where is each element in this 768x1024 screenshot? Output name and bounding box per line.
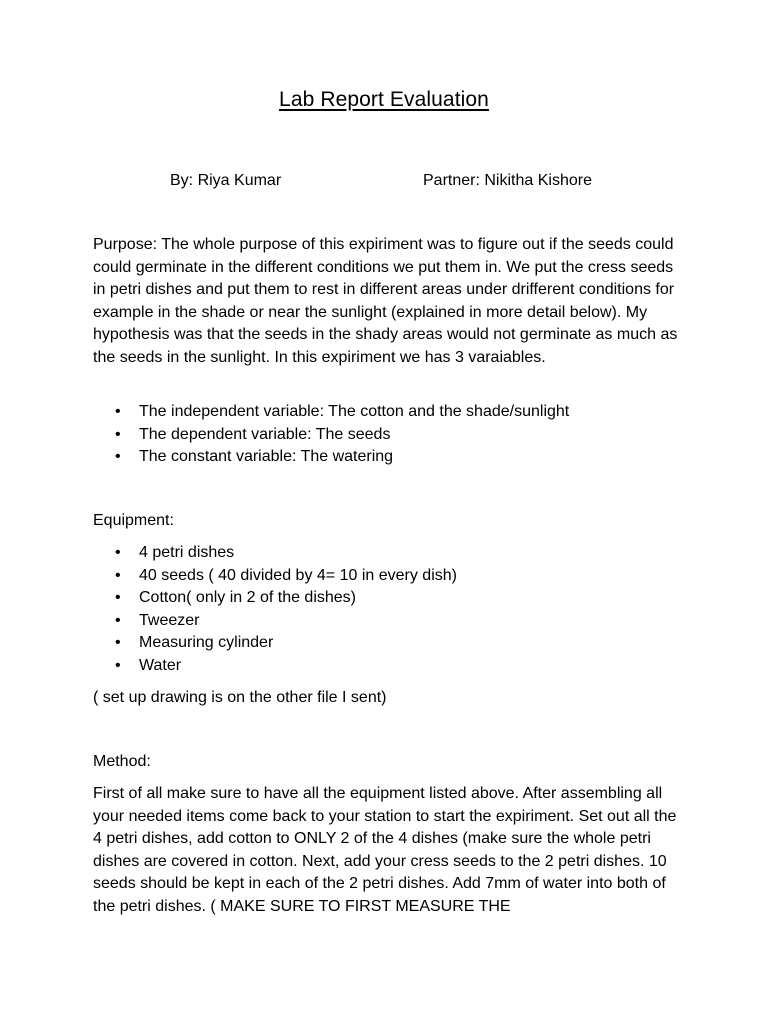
method-heading: Method: — [93, 753, 151, 770]
list-item — [93, 446, 678, 469]
equipment-text: Tweezer — [139, 611, 200, 629]
equipment-text: Cotton( only in 2 of the dishes) — [139, 589, 357, 607]
list-item — [93, 655, 678, 678]
list-item — [93, 587, 678, 610]
purpose-paragraph: Purpose: The whole purpose of this expiriment was to figure out if the seeds could could germinate in the different conditions we put them in. We put the cress seeds in petri dishes and put them to rest in different areas under drifferent conditions for example in the shade or near the sunlight (explained in more detail below). My hypothesis was that the seeds in the shady areas would not germinate as much as the seeds in the sunlight. In this expiriment we has 3 varaiables. — [93, 236, 678, 366]
list-item — [93, 610, 678, 633]
bullet-icon: • — [115, 448, 121, 466]
bullet-icon: • — [115, 403, 121, 420]
equipment-list — [93, 542, 678, 678]
list-item — [93, 565, 678, 588]
equipment-text: Measuring cylinder — [139, 634, 274, 652]
list-item — [93, 401, 678, 424]
bullet-icon: • — [115, 544, 121, 561]
variables-list — [93, 401, 678, 469]
bullet-icon: • — [115, 656, 121, 674]
author-line: By: Riya Kumar — [170, 172, 282, 189]
equipment-text: 40 seeds ( 40 divided by 4= 10 in every dish) — [139, 566, 457, 584]
list-item — [93, 632, 678, 655]
list-item — [93, 542, 678, 565]
bullet-icon: • — [115, 425, 121, 443]
page-title: Lab Report Evaluation — [279, 88, 489, 111]
bullet-icon: • — [115, 634, 121, 652]
list-item — [93, 424, 678, 447]
equipment-heading: Equipment: — [93, 512, 174, 529]
setup-note: ( set up drawing is on the other file I sent) — [93, 689, 387, 706]
partner-line: Partner: Nikitha Kishore — [423, 172, 592, 189]
bullet-icon: • — [115, 611, 121, 629]
equipment-text: 4 petri dishes — [139, 544, 235, 561]
variable-text: The constant variable: The watering — [139, 448, 394, 466]
equipment-text: Water — [139, 656, 182, 674]
bullet-icon: • — [115, 589, 121, 607]
bullet-icon: • — [115, 566, 121, 584]
variable-text: The dependent variable: The seeds — [139, 425, 391, 443]
variable-text: The independent variable: The cotton and the shade/sunlight — [139, 403, 570, 420]
method-paragraph: First of all make sure to have all the equipment listed above. After assembling all your needed items come back to your station to start the expiriment. Set out all the 4 petri dishes, add cotton to ONLY 2 of the 4 dishes (make sure the whole petri dishes are covered in cotton. Next, add your cress seeds to the 2 petri dishes. 10 seeds should be kept in each of the 2 petri dishes. Add 7mm of water into both of the petri dishes. ( MAKE SURE TO FIRST MEASURE THE — [93, 785, 677, 915]
